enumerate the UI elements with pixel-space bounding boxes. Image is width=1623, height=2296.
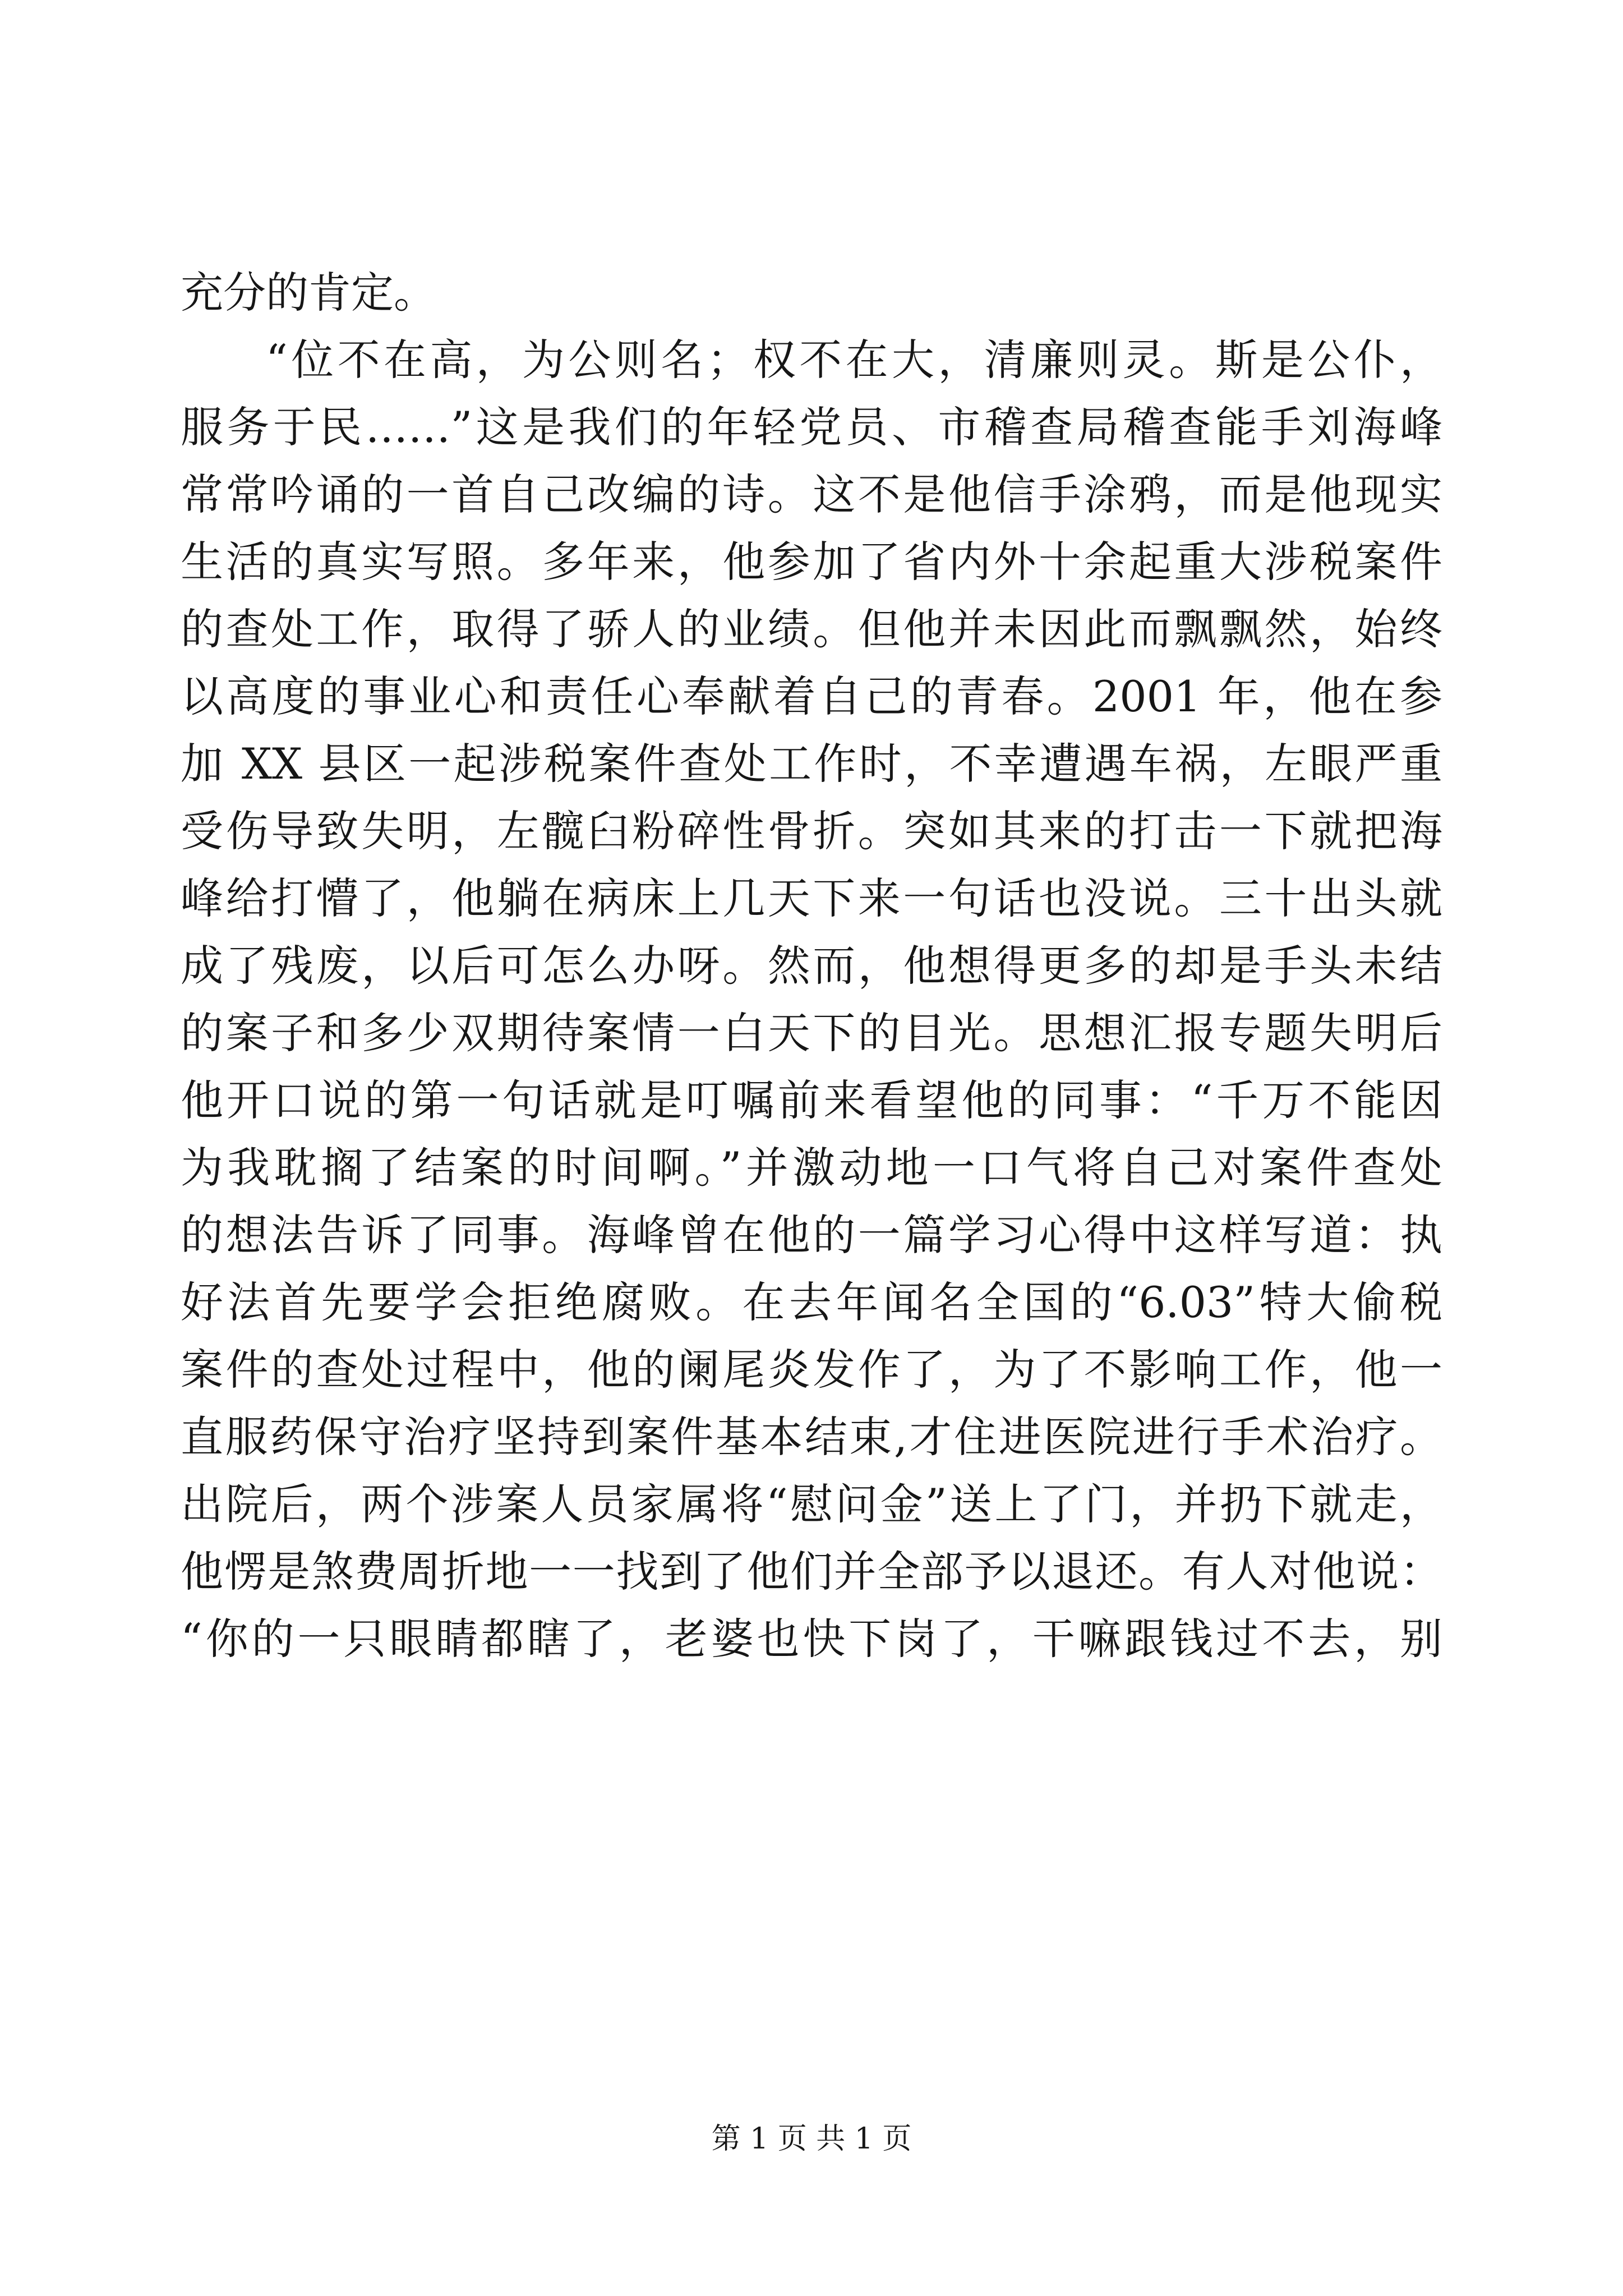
text-line: 案件的查处过程中，他的阑尾炎发作了，为了不影响工作，他一: [181, 1345, 1442, 1395]
text-line: 的案子和多少双期待案情一白天下的目光。思想汇报专题失明后: [181, 1008, 1442, 1058]
text-line: 峰给打懵了，他躺在病床上几天下来一句话也没说。三十出头就: [181, 873, 1442, 923]
text-line: 为我耽搁了结案的时间啊。”并激动地一口气将自己对案件查处: [181, 1143, 1442, 1193]
text-line: 以高度的事业心和责任心奉献着自己的青春。2001 年，他在参: [181, 671, 1442, 721]
text-line: 的查处工作，取得了骄人的业绩。但他并未因此而飘飘然，始终: [181, 604, 1442, 654]
text-line: 直服药保守治疗坚持到案件基本结束,才住进医院进行手术治疗。: [181, 1412, 1442, 1462]
text-line: 常常吟诵的一首自己改编的诗。这不是他信手涂鸦，而是他现实: [181, 470, 1442, 519]
text-line: 他开口说的第一句话就是叮嘱前来看望他的同事：“千万不能因: [181, 1075, 1442, 1125]
text-line: 他愣是煞费周折地一一找到了他们并全部予以退还。有人对他说：: [181, 1547, 1442, 1596]
page-footer: 第 1 页 共 1 页: [711, 2122, 912, 2156]
text-line: 充分的肯定。: [181, 268, 436, 318]
text-line: “你的一只眼睛都瞎了，老婆也快下岗了，干嘛跟钱过不去，别: [181, 1614, 1442, 1664]
text-line: 出院后，两个涉案人员家属将“慰问金”送上了门，并扔下就走，: [181, 1479, 1442, 1529]
body-text: [181, 259, 1442, 1673]
text-line: 的想法告诉了同事。海峰曾在他的一篇学习心得中这样写道：执: [181, 1210, 1442, 1260]
text-line: 成了残废，以后可怎么办呀。然而，他想得更多的却是手头未结: [181, 941, 1442, 991]
text-line: 服务于民……”这是我们的年轻党员、市稽查局稽查能手刘海峰: [181, 402, 1442, 452]
text-line: 好法首先要学会拒绝腐败。在去年闻名全国的“6.03”特大偷税: [181, 1277, 1442, 1327]
text-line: “位不在高，为公则名；权不在大，清廉则灵。斯是公仆，: [266, 335, 1442, 385]
text-line: 生活的真实写照。多年来，他参加了省内外十余起重大涉税案件: [181, 537, 1442, 587]
text-line: 加 XX 县区一起涉税案件查处工作时，不幸遭遇车祸，左眼严重: [181, 739, 1442, 789]
text-line: 受伤导致失明，左髋臼粉碎性骨折。突如其来的打击一下就把海: [181, 806, 1442, 856]
